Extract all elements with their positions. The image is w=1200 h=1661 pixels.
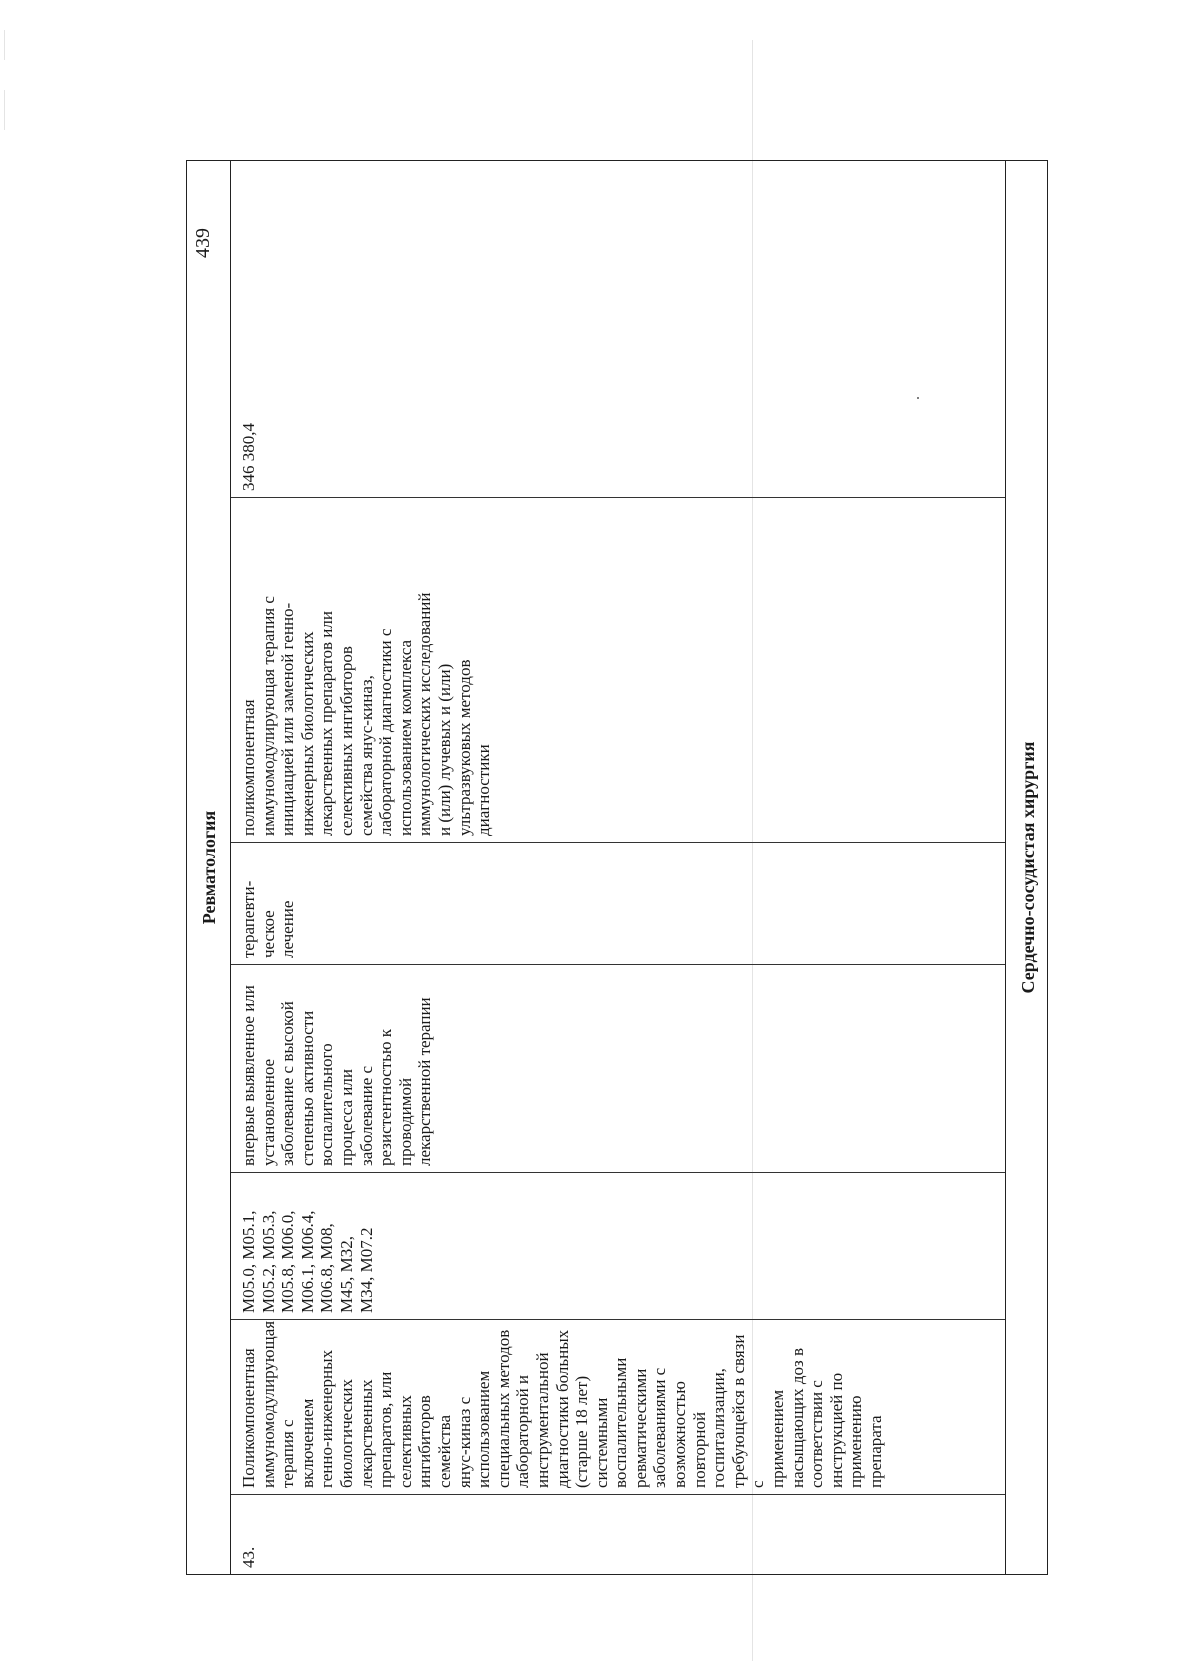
section-header-cardiovascular-surgery: Сердечно-сосудистая хирургия <box>1005 161 1049 1574</box>
treatment-method: поликомпонентная иммуномодулирующая терапия с инициацией или заменой генно- инженерных биологических лекарственных препаратов или селективных ингибиторов семейства янус-киназ, лабораторной диагностики с использованием комплекса иммунологических исследований и (или) лучевых и (или) ультразвуковых методов диагностики <box>239 592 494 836</box>
rotated-page-content <box>178 160 1076 1575</box>
cell-name <box>231 1319 1005 1494</box>
procedure-table <box>186 160 1048 1575</box>
section-header-rheumatology: Ревматология <box>187 161 231 1574</box>
cell-cost <box>231 159 1005 497</box>
cell-codes <box>231 1172 1005 1319</box>
patient-model: впервые выявленное или установленное заболевание с высокой степенью активности воспалительного процесса или заболевание с резистентностью к проводимой лекарственной терапии <box>239 985 435 1166</box>
cell-treatment-type <box>231 842 1005 964</box>
cost-value: 346 380,4 <box>239 423 258 491</box>
treatment-type: терапевти- ческое лечение <box>239 880 298 958</box>
row-number: 43. <box>239 1546 258 1568</box>
cell-method <box>231 497 1005 842</box>
cell-patient-model <box>231 964 1005 1172</box>
scan-line <box>4 90 5 130</box>
page-number: 439 <box>192 228 214 258</box>
cell-number <box>231 1494 1005 1574</box>
table-row <box>231 161 1005 1574</box>
procedure-name: Поликомпонентная иммуномодулирующая терапия с включением генно-инженерных биологических лекарственных препаратов, или селективных ингибиторов семейства янус-киназ с использованием специальных методов лабораторной и инструментальной диагностики больных (старше 18 лет) системными воспалительными ревматическими заболеваниями с возможностью повторной госпитализации, требующейся в связи с применением насыщающих доз в соответствии с инструкцией по применению препарата <box>239 1320 885 1488</box>
scan-line <box>4 30 5 60</box>
icd-codes: M05.0, M05.1, M05.2, M05.3, M05.8, M06.0, M06.1, M06.4, M06.8, M08, M45, M32, M34, M07.2 <box>239 1210 376 1313</box>
